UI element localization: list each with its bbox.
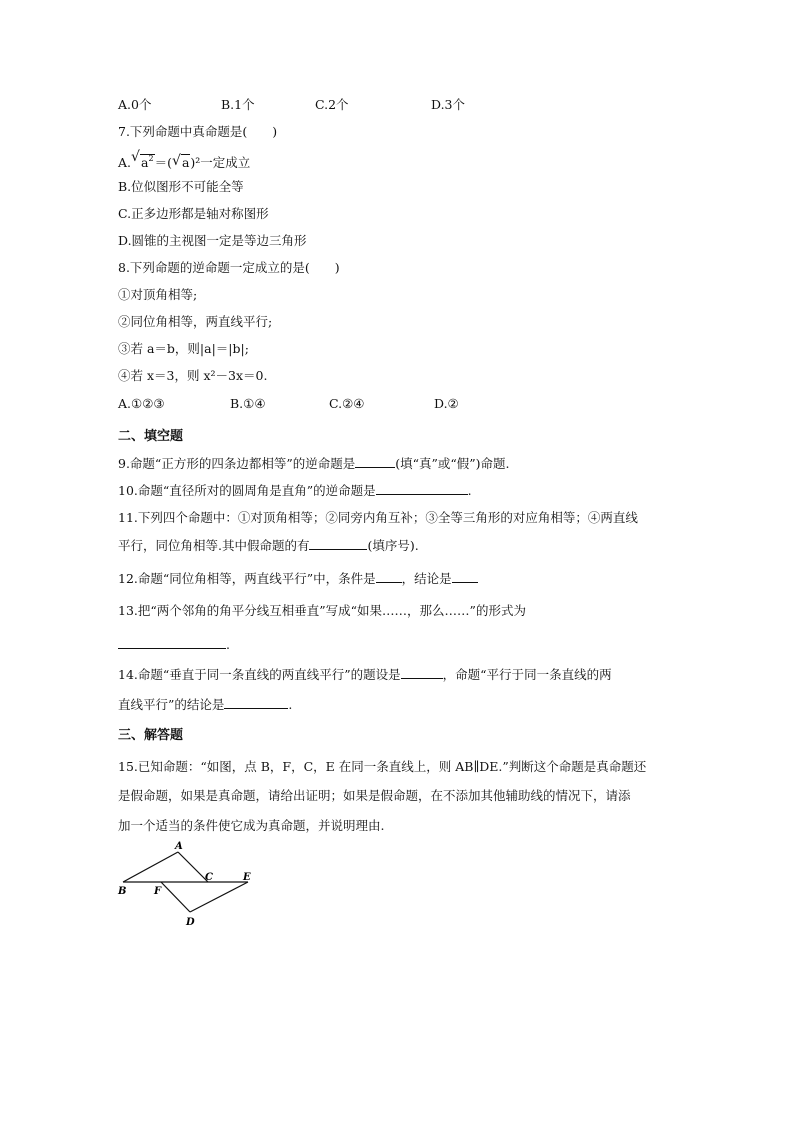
q14-line-2: [118, 696, 292, 713]
q14-text-mid: ，命题“平行于同一条直线的两: [442, 667, 612, 682]
answer-blank[interactable]: [355, 455, 395, 468]
q14-text-end: .: [288, 697, 293, 712]
sqrt-icon: √ $a^2$: [131, 149, 154, 170]
q6-option-c: C.2个: [315, 97, 349, 112]
q7-option-c: C.正多边形都是轴对称图形: [118, 206, 269, 221]
answer-blank[interactable]: [309, 537, 367, 550]
q7-a-prefix: A.: [118, 155, 132, 170]
q11-line-1: 11.下列四个命题中：①对顶角相等；②同旁内角互补；③全等三角形的对应角相等；④两直线: [118, 510, 638, 525]
q8-item-3: ③若 a＝b，则|a|＝|b|;: [118, 341, 249, 356]
label-b: B: [118, 886, 127, 897]
q14-text: 14.命题“垂直于同一条直线的两直线平行”的题设是: [118, 667, 401, 682]
q8-item-1: ①对顶角相等;: [118, 287, 198, 302]
q8-item-4: ④若 x＝3，则 x²－3x＝0.: [118, 368, 268, 383]
label-f: F: [154, 886, 162, 897]
q8-option-b: B.①④: [230, 396, 266, 411]
label-d: D: [186, 917, 195, 928]
q7-option-a: [118, 151, 250, 171]
q7-a-rad2: a: [181, 155, 190, 170]
answer-blank[interactable]: [376, 482, 468, 495]
answer-blank[interactable]: [376, 570, 402, 583]
q13-text-end: .: [226, 637, 230, 652]
q15-line-3: 加一个适当的条件使它成为真命题，并说明理由.: [118, 818, 385, 833]
q6-option-d: D.3个: [431, 97, 466, 112]
q15-line-2: 是假命题，如果是真命题，请给出证明；如果是假命题，在不添加其他辅助线的情况下，请添: [118, 788, 631, 803]
q7-option-d: D.圆锥的主视图一定是等边三角形: [118, 233, 307, 248]
q11-text-end: (填序号).: [367, 538, 419, 553]
q7-a-rad: a: [141, 155, 149, 170]
q8-item-2: ②同位角相等，两直线平行;: [118, 314, 273, 329]
q8-stem: 8.下列命题的逆命题一定成立的是( ): [118, 260, 340, 275]
q9-text-end: (填“真”或“假”)命题.: [395, 456, 510, 471]
q7-a-suffix: )²一定成立: [190, 155, 251, 170]
q14-text-2: 直线平行”的结论是: [118, 697, 225, 712]
q8-option-d: D.②: [434, 396, 459, 411]
q7-a-mid: ＝(: [154, 155, 172, 170]
q10-text: 10.命题“直径所对的圆周角是直角”的逆命题是: [118, 483, 376, 498]
section-heading-solutions: 三、解答题: [118, 728, 184, 743]
q6-option-a: A.0个: [118, 97, 152, 112]
q14-line-1: [118, 666, 612, 683]
label-c: C: [205, 872, 213, 883]
q13-line-2: [118, 636, 230, 653]
answer-blank[interactable]: [118, 636, 226, 649]
q10: [118, 482, 472, 499]
q12-text-mid: ，结论是: [401, 571, 452, 586]
q15-line-1: 15.已知命题：“如图，点 B，F，C，E 在同一条直线上，则 AB∥DE.”判断这个命题是真命题还: [118, 759, 647, 774]
q7-option-b: B.位似图形不可能全等: [118, 179, 244, 194]
section-heading-fill-in: 二、填空题: [118, 429, 184, 444]
q9-text: 9.命题“正方形的四条边都相等”的逆命题是: [118, 456, 356, 471]
q7-stem: 7.下列命题中真命题是( ): [118, 124, 278, 139]
q8-option-c: C.②④: [329, 396, 365, 411]
segment-ac: [178, 852, 208, 882]
q6-option-b: B.1个: [221, 97, 255, 112]
segment-de: [190, 882, 248, 912]
answer-blank[interactable]: [452, 570, 478, 583]
q12-text: 12.命题“同位角相等，两直线平行”中，条件是: [118, 571, 376, 586]
q10-text-end: .: [467, 483, 472, 498]
geometry-figure: [116, 838, 266, 930]
segment-fd: [161, 882, 190, 912]
label-e: E: [243, 872, 251, 883]
answer-blank[interactable]: [224, 696, 288, 709]
sqrt-icon: √ a: [171, 153, 190, 170]
answer-blank[interactable]: [401, 666, 443, 679]
q13-line-1: 13.把“两个邻角的角平分线互相垂直”写成“如果……，那么……”的形式为: [118, 603, 526, 618]
segment-ab: [123, 852, 178, 882]
q12: [118, 570, 478, 587]
label-a: A: [175, 841, 183, 852]
q9: [118, 455, 510, 472]
q11-line-2: [118, 537, 419, 554]
q8-option-a: A.①②③: [118, 396, 165, 411]
q11-text: 平行，同位角相等.其中假命题的有: [118, 538, 310, 553]
